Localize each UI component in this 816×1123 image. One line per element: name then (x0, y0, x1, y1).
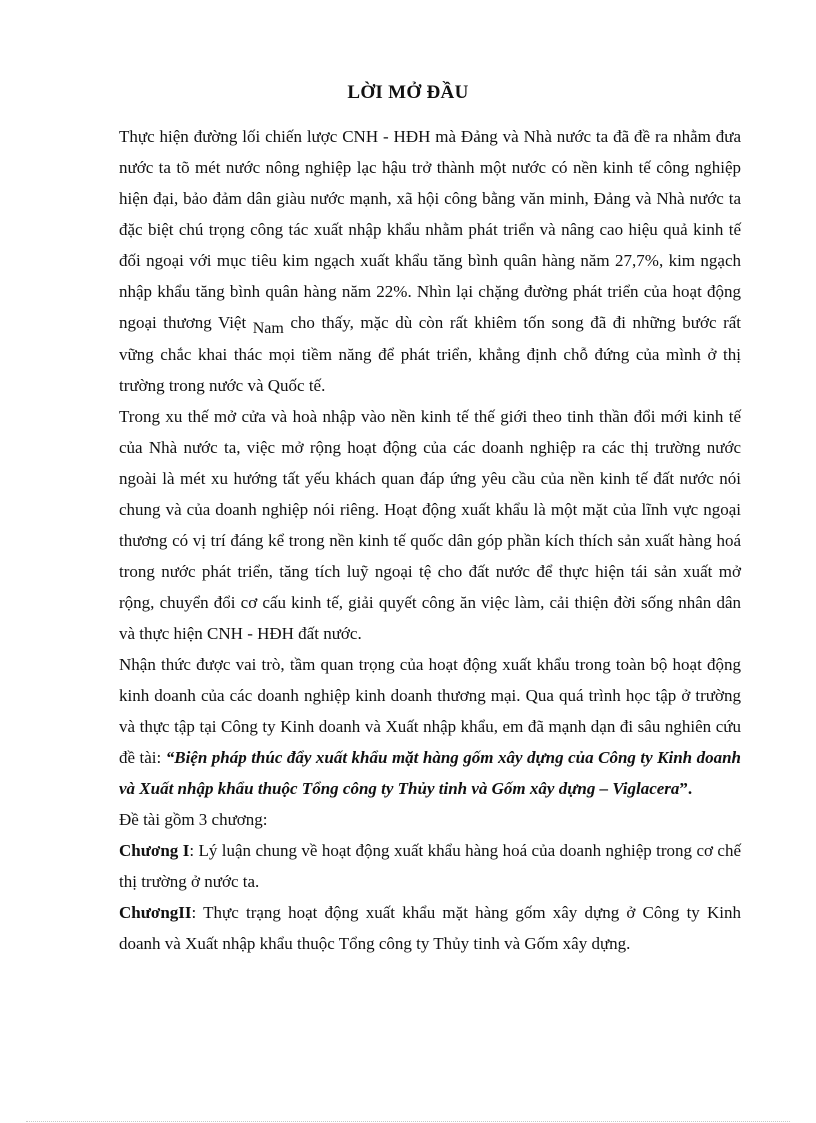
thesis-title: “Biện pháp thúc đẩy xuất khẩu mặt hàng gốm xây dựng của Công ty Kinh doanh và Xuất nhập khẩu thuộc Tổng công ty Thủy tinh và Gốm xây dựng – Viglacera (119, 748, 741, 798)
paragraph-topic (119, 649, 741, 804)
chapter-2-text: : Thực trạng hoạt động xuất khẩu mặt hàng gốm xây dựng ở Công ty Kinh doanh và Xuất nhập khẩu thuộc Tổng công ty Thủy tinh và Gốm xây dựng. (119, 903, 741, 953)
chapter-2-label: ChươngII (119, 903, 192, 922)
document-body (119, 121, 741, 959)
paragraph-intro-text-end: cho thấy, mặc dù còn rất khiêm tốn song đã đi những bước rất vững chắc khai thác mọi tiềm năng để phát triển, khẳng định chỗ đứng của mình ở thị trường trong nước và Quốc tế. (119, 313, 741, 395)
paragraph-topic-text: Nhận thức được vai trò, tầm quan trọng của hoạt động xuất khẩu trong toàn bộ hoạt động kinh doanh của các doanh nghiệp kinh doanh thương mại. Qua quá trình học tập ở trường và thực tập tại Công ty Kinh doanh và Xuất nhập khẩu, em đã mạnh dạn đi sâu nghiên cứu đề tài: (119, 655, 741, 767)
chapter-2 (119, 897, 741, 959)
thesis-title-closing: ”. (679, 779, 693, 798)
subscript-nam: Nam (252, 320, 284, 337)
paragraph-context: Trong xu thế mở cửa và hoà nhập vào nền kinh tế thế giới theo tinh thần đổi mới kinh tế của Nhà nước ta, việc mở rộng hoạt động của các doanh nghiệp ra các thị trường nước ngoài là mét xu hướng tất yếu khách quan đáp ứng yêu cầu của nền kinh tế đất nước nói chung và của doanh nghiệp nói riêng. Hoạt động xuất khẩu là một mặt của lĩnh vực ngoại thương có vị trí đáng kể trong nền kinh tế quốc dân góp phần kích thích sản xuất hàng hoá trong nước phát triển, tăng tích luỹ ngoại tệ cho đất nước để thực hiện tái sản xuất mở rộng, chuyển đổi cơ cấu kinh tế, giải quyết công ăn việc làm, cải thiện đời sống nhân dân và thực hiện CNH - HĐH đất nước. (119, 407, 741, 643)
page-title: LỜI MỞ ĐẦU (347, 82, 469, 103)
paragraph-intro-text: Thực hiện đường lối chiến lược CNH - HĐH mà Đảng và Nhà nước ta đã đề ra nhằm đưa nước ta tõ mét nước nông nghiệp lạc hậu trở thành một nước có nền kinh tế công nghiệp hiện đại, bảo đảm dân giàu nước mạnh, xã hội công bằng văn minh, Đảng và Nhà nước ta đặc biệt chú trọng công tác xuất nhập khẩu nhằm phát triển và nâng cao hiệu quả kinh tế đối ngoại với mục tiêu kim ngạch xuất khẩu tăng bình quân hàng năm 27,7%, kim ngạch nhập khẩu tăng bình quân hàng năm 22%. Nhìn lại chặng đường phát triển của hoạt động ngoại thương Việt (119, 127, 741, 332)
chapter-1-label: Chương I (119, 841, 190, 860)
page-bottom-divider (26, 1121, 790, 1122)
chapter-1-text: : Lý luận chung về hoạt động xuất khẩu hàng hoá của doanh nghiệp trong cơ chế thị trường ở nước ta. (119, 841, 742, 891)
paragraph-intro (119, 121, 741, 401)
chapter-1 (119, 835, 741, 897)
paragraph-structure: Đề tài gồm 3 chương: (119, 810, 268, 829)
